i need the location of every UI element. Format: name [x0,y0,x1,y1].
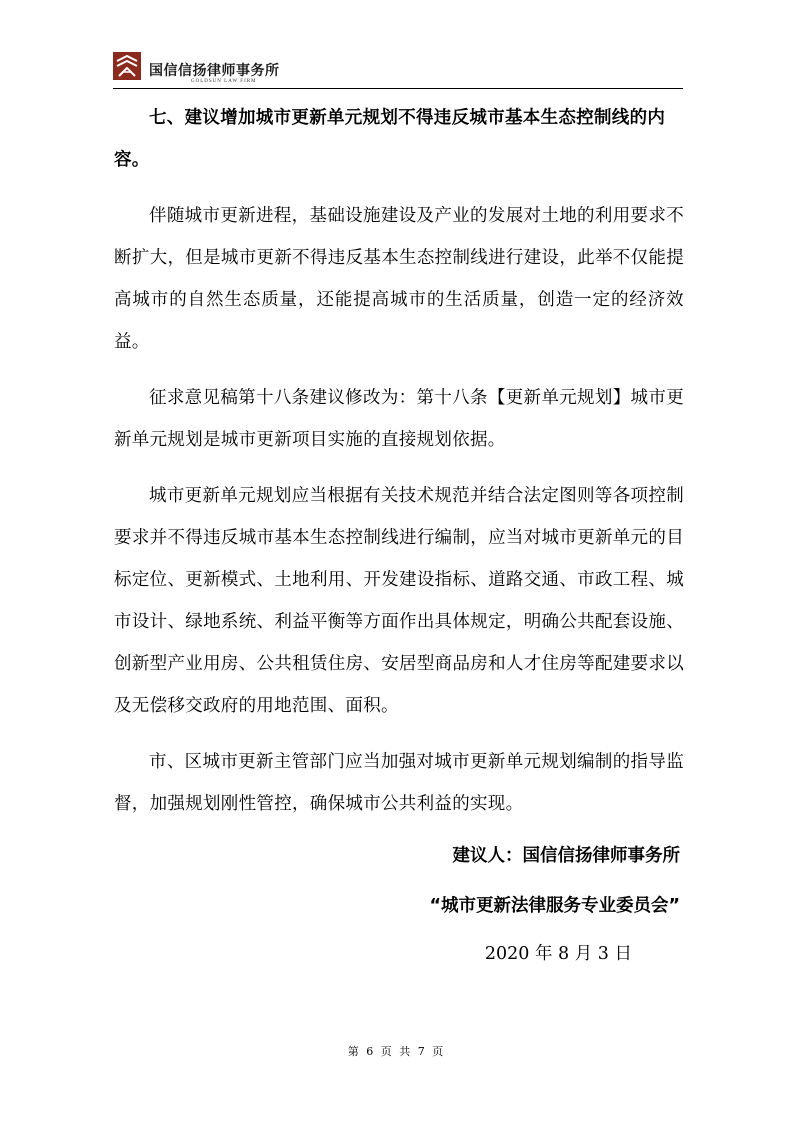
paragraph-4: 市、区城市更新主管部门应当加强对城市更新单元规划编制的指导监督，加强规划刚性管控，确保城市公共利益的实现。 [114,752,684,814]
firm-name-cn: 国信信扬律师事务所 [149,63,280,79]
signature-date: 2020 年 8 月 3 日 [484,944,632,964]
page-number: 第 6 页 共 7 页 [347,1045,446,1058]
document-body [114,97,684,975]
law-firm-logo-icon [113,52,141,80]
header-divider [113,88,683,89]
signature-committee: “城市更新法律服务专业委员会” [429,896,680,916]
signature-proposer: 建议人：国信信扬律师事务所 [452,846,680,866]
firm-name-en: GOLDSUN LAW FIRM [191,79,257,84]
paragraph-2: 征求意见稿第十八条建议修改为：第十八条【更新单元规划】城市更新单元规划是城市更新项目实施的直接规划依据。 [114,388,684,450]
paragraph-3: 城市更新单元规划应当根据有关技术规范并结合法定图则等各项控制要求并不得违反城市基本生态控制线进行编制，应当对城市更新单元的目标定位、更新模式、土地利用、开发建设指标、道路交通、市政工程、城市设计、绿地系统、利益平衡等方面作出具体规定，明确公共配套设施、创新型产业用房、公共租赁住房、安居型商品房和人才住房等配建要求以及无偿移交政府的用地范围、面积。 [114,486,684,716]
paragraph-1: 伴随城市更新进程，基础设施建设及产业的发展对土地的利用要求不断扩大，但是城市更新不得违反基本生态控制线进行建设，此举不仅能提高城市的自然生态质量，还能提高城市的生活质量，创造一定的经济效益。 [114,206,684,352]
page-header [113,48,683,88]
section-heading: 七、建议增加城市更新单元规划不得违反城市基本生态控制线的内容。 [114,108,666,170]
